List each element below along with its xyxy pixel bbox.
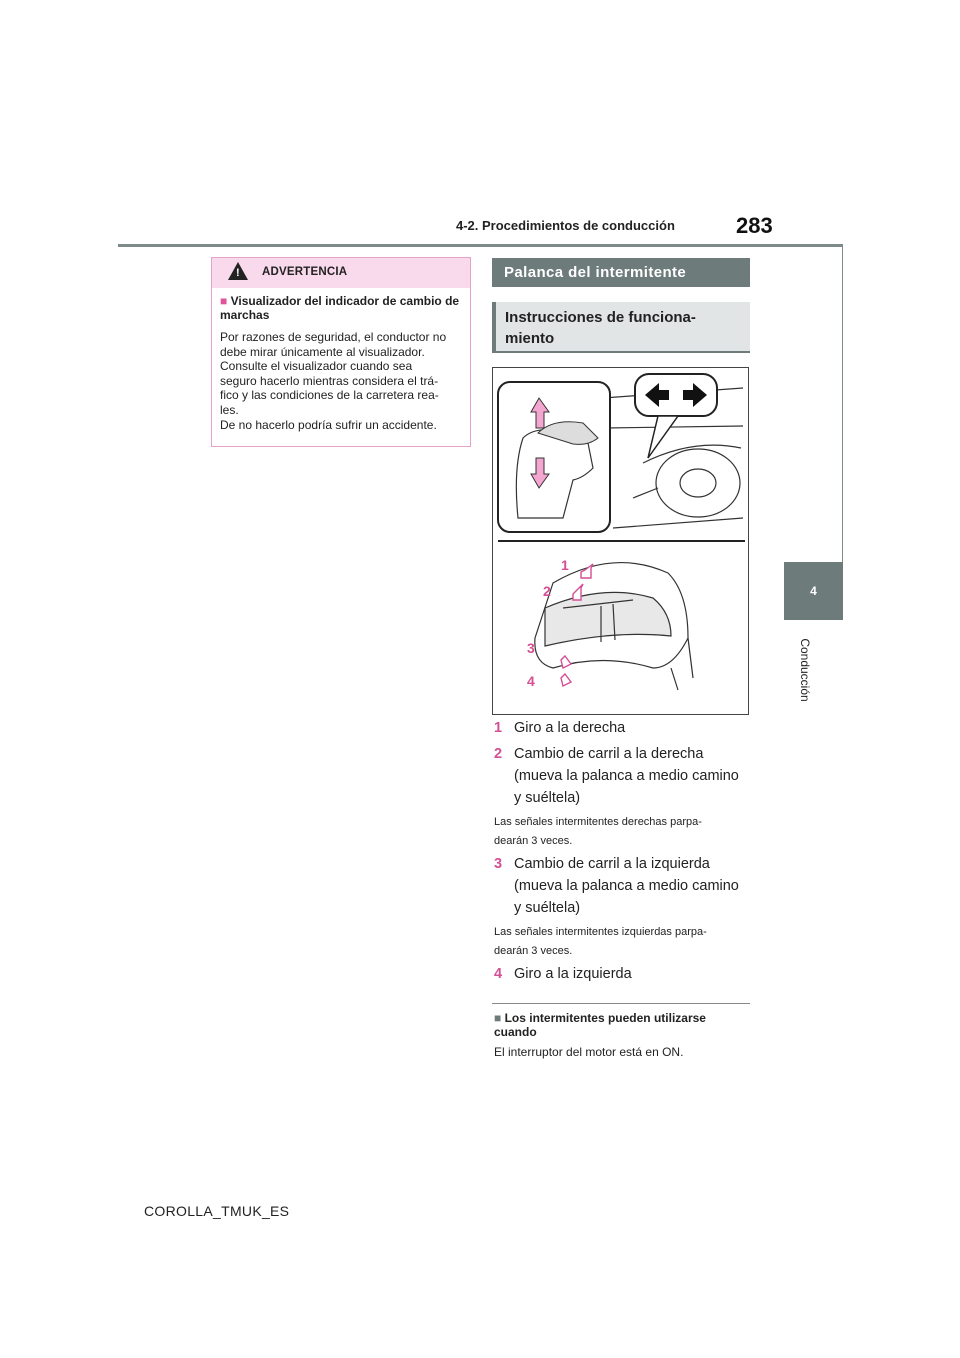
chapter-rule [842, 244, 843, 562]
exclamation-icon: ! [236, 267, 240, 279]
warning-line: De no hacerlo podría sufrir un accidente. [220, 417, 437, 432]
warning-line: Por razones de seguridad, el conductor no [220, 330, 447, 344]
list-item-cont: y suéltela) [514, 900, 581, 916]
square-bullet-icon: ■ [494, 1011, 502, 1025]
chapter-title: Conducción [798, 638, 812, 702]
list-note: dearán 3 veces. [494, 945, 573, 957]
list-item: 2 Cambio de carril a la derecha [494, 746, 704, 762]
list-note: Las señales intermitentes izquierdas parpa- [494, 926, 707, 938]
callout-4: 4 [527, 673, 535, 689]
callout-2: 2 [543, 583, 551, 599]
section-title: Palanca del intermitente [492, 258, 750, 287]
list-note: dearán 3 veces. [494, 835, 573, 847]
warning-body [220, 330, 466, 432]
chapter-tab [784, 562, 843, 620]
warning-header [212, 258, 470, 288]
warning-line: les. [220, 402, 239, 417]
info-body: El interruptor del motor está en ON. [494, 1045, 684, 1059]
document-code: COROLLA_TMUK_ES [144, 1203, 290, 1219]
list-note: Las señales intermitentes derechas parpa- [494, 816, 702, 828]
page-number: 283 [736, 213, 773, 238]
callout-3: 3 [527, 640, 535, 656]
chapter-number: 4 [810, 584, 817, 598]
list-item-cont: y suéltela) [514, 790, 581, 806]
section-subtitle: Instrucciones de funciona- miento [492, 302, 750, 353]
turn-signal-illustration [492, 367, 749, 715]
warning-box [211, 257, 471, 447]
running-header: 4-2. Procedimientos de conducción [456, 218, 675, 233]
info-heading: ■ Los intermitentes pueden utilizarse cuando [494, 1011, 706, 1039]
warning-line: seguro hacerlo mientras considera el trá- [220, 373, 439, 388]
list-item: 3 Cambio de carril a la izquierda [494, 856, 710, 872]
callout-1: 1 [561, 557, 569, 573]
warning-line: fico y las condiciones de la carretera rea- [220, 388, 439, 403]
list-item: 4 Giro a la izquierda [494, 966, 632, 982]
hand-inset [498, 382, 610, 532]
list-item-cont: (mueva la palanca a medio camino [514, 878, 739, 894]
list-item-cont: (mueva la palanca a medio camino [514, 768, 739, 784]
warning-subtitle: ■ Visualizador del indicador de cambio de marchas [220, 294, 460, 322]
info-rule [492, 1003, 750, 1004]
list-item: 1 Giro a la derecha [494, 720, 626, 736]
warning-line: Consulte el visualizador cuando sea [220, 359, 413, 374]
warning-line: debe mirar únicamente al visualizador. [220, 344, 425, 359]
warning-title: ADVERTENCIA [262, 266, 348, 278]
square-bullet-icon: ■ [220, 294, 228, 308]
lever-stalk [535, 563, 693, 690]
header-rule [118, 244, 843, 247]
lever-diagram [493, 368, 748, 714]
